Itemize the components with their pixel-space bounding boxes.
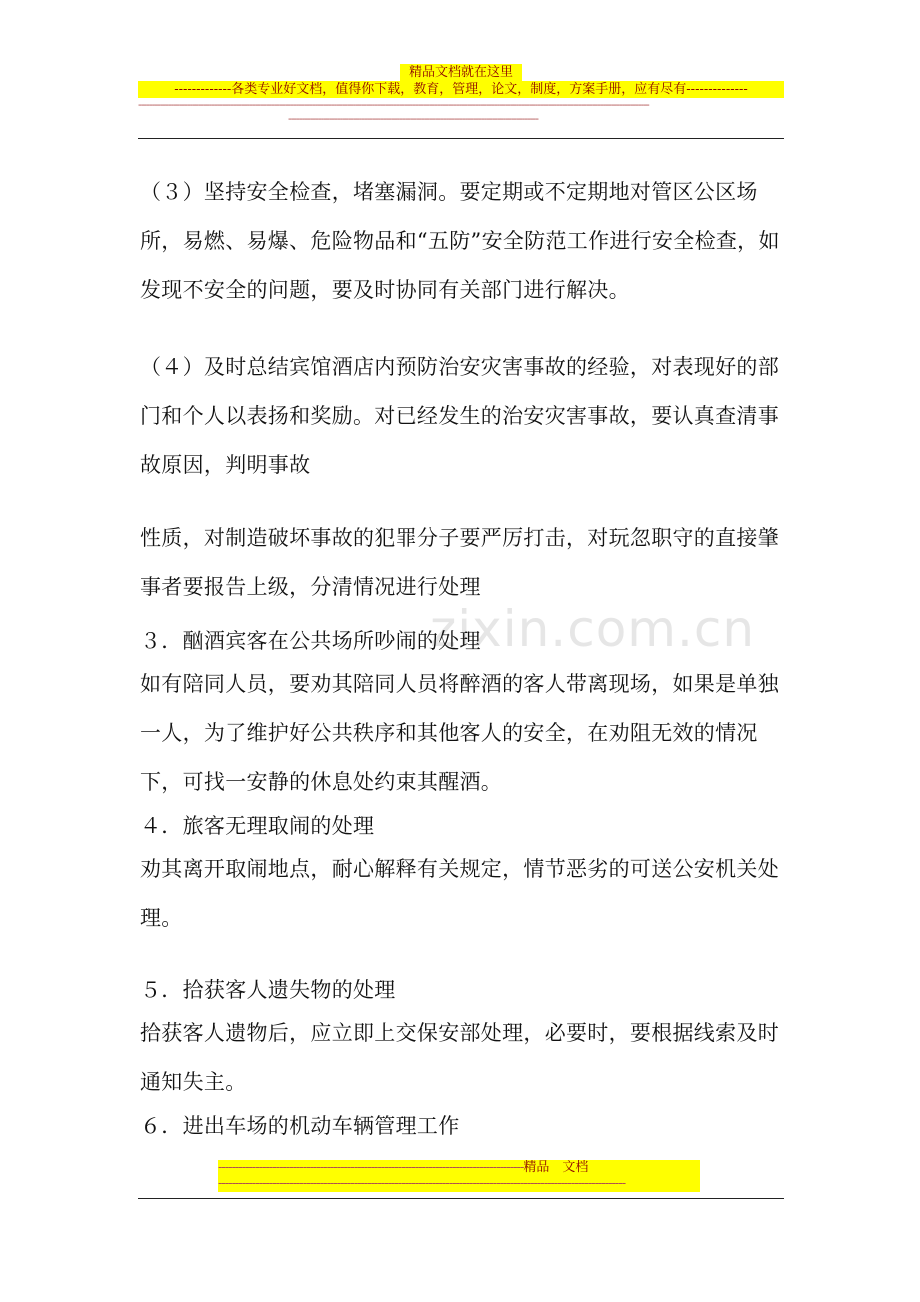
section-heading-6: ６．进出车场的机动车辆管理工作: [140, 1114, 460, 1138]
paragraph-item-4: （４）及时总结宾馆酒店内预防治安灾害事故的经验，对表现好的部门和个人以表扬和奖励。对已经发生的治安灾害事故，要认真查清事故原因，判明事故: [140, 355, 779, 477]
paragraph-continued: 性质，对制造破坏事故的犯罪分子要严厉打击，对玩忽职守的直接肇事者要报告上级，分清情况进行处理: [140, 526, 779, 599]
page-header: [138, 64, 784, 126]
footer-dash: ------------------------------------------------------------------------------------------: [218, 1160, 524, 1175]
footer-dash-line: [218, 1176, 700, 1192]
paragraph-item-3: （３）坚持安全检查，堵塞漏洞。要定期或不定期地对管区公区场所，易燃、易爆、危险物品和“五防”安全防范工作进行安全检查，如发现不安全的问题，要及时协同有关部门进行解决。: [140, 180, 780, 302]
spacer: [140, 943, 788, 971]
document-body: [140, 168, 788, 1145]
spacer: [140, 612, 788, 622]
spacer: [140, 315, 788, 343]
section-3-body: 如有陪同人员，要劝其陪同人员将醉酒的客人带离现场，如果是单独一人，为了维护好公共秩序和其他客人的安全，在劝阻无效的情况下，可找一安静的休息处约束其醒酒。: [140, 672, 779, 794]
header-title: 精品文档就在这里: [400, 64, 522, 81]
footer-label-line: [218, 1160, 700, 1176]
footer-dash-2: ------------------------------------------------------------------------------------------------------------------------: [218, 1176, 626, 1191]
header-dash-line: --------------------------------------------------------------------------------------------------------------------------------------------------------------------------------------------: [138, 98, 649, 111]
header-dash-line-short: --------------------------------------------------------------------------------------------: [288, 112, 538, 125]
section-heading-5: ５．拾获客人遗失物的处理: [140, 978, 396, 1002]
header-tagline: -------------各类专业好文档，值得你下载，教育，管理，论文，制度，方案手册，应有尽有--------------: [138, 81, 784, 98]
footer-rule: [138, 1198, 784, 1199]
section-4-body: 劝其离开取闹地点，耐心解释有关规定，情节恶劣的可送公安机关处理。: [140, 857, 779, 930]
header-rule: [138, 138, 784, 139]
section-heading-3: ３．酗酒宾客在公共场所吵闹的处理: [140, 629, 481, 653]
section-5-body: 拾获客人遗物后，应立即上交保安部处理，必要时，要根据线索及时通知失主。: [140, 1021, 779, 1094]
section-heading-4: ４．旅客无理取闹的处理: [140, 814, 375, 838]
footer-label: 精品 文档: [523, 1160, 589, 1175]
watermark: zixin.com.cn: [430, 600, 756, 658]
page-footer: [218, 1160, 700, 1192]
spacer: [140, 490, 788, 514]
